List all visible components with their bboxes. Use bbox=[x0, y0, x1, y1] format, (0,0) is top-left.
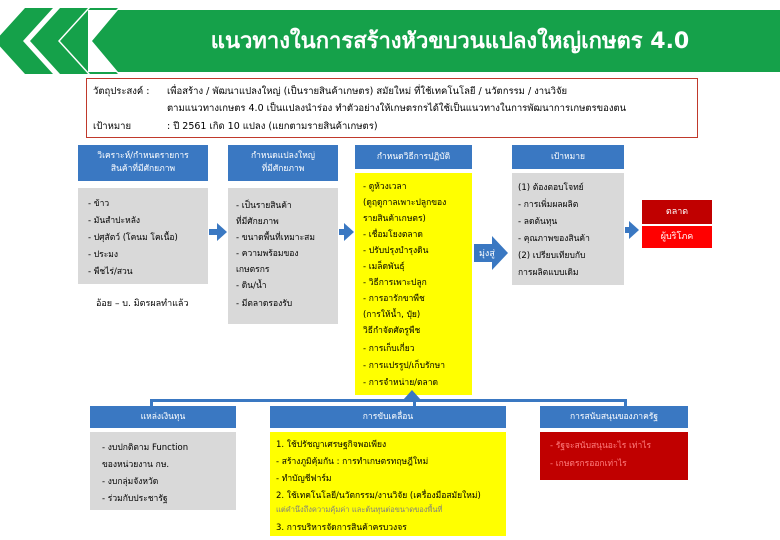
analysis-body bbox=[78, 188, 208, 284]
funding-body bbox=[90, 432, 236, 510]
drive-header bbox=[270, 406, 506, 428]
list-item: - ปศุสัตว์ (โคนม โคเนื้อ) bbox=[88, 233, 178, 243]
list-item: - มันสำปะหลัง bbox=[88, 216, 141, 226]
practice-body bbox=[355, 173, 472, 395]
list-item: - การอารักขาพืช bbox=[363, 294, 425, 304]
practice-header bbox=[355, 145, 472, 169]
list-item: 2. ใช้เทคโนโลยี/นวัตกรรม/งานวิจัย (เครื่องมือสมัยใหม่) bbox=[276, 491, 481, 501]
list-item: - เป็นรายสินค้า bbox=[236, 201, 292, 211]
goal-body bbox=[512, 173, 624, 285]
page-title: แนวทางในการสร้างหัวขบวนแปลงใหญ่เกษตร 4.0 bbox=[210, 29, 690, 54]
state-header-line1: การสนับสนุนของภาครัฐ bbox=[569, 411, 659, 422]
list-item: - การเก็บเกี่ยว bbox=[363, 344, 415, 354]
list-item: - ปรับปรุงบำรุงดิน bbox=[363, 246, 429, 256]
list-item: - ดิน/น้ำ bbox=[236, 281, 267, 291]
list-item: ของหน่วยงาน กษ. bbox=[102, 460, 170, 470]
list-item: - สร้างภูมิคุ้มกัน : การทำเกษตรทฤษฎีใหม่ bbox=[276, 457, 429, 467]
list-item: - ข้าว bbox=[88, 199, 110, 209]
list-item: - เกษตรกรออกเท่าไร bbox=[550, 459, 627, 469]
goal-header-line1: เป้าหมาย bbox=[550, 151, 586, 162]
list-item: (2) เปรียบเทียบกับ bbox=[518, 251, 586, 261]
list-item: - เมล็ดพันธุ์ bbox=[363, 262, 405, 272]
list-item: (1) ต้องตอบโจทย์ bbox=[518, 183, 584, 193]
target-text: : ปี 2561 เกิด 10 แปลง (แยกตามรายสินค้าเกษตร) bbox=[167, 121, 378, 132]
title-band-notch bbox=[88, 10, 128, 72]
analysis-header-line1: วิเคราะห์/กำหนดรายการ bbox=[97, 151, 189, 161]
objective-line1: เพื่อสร้าง / พัฒนาแปลงใหญ่ (เป็นรายสินค้าเกษตร) สมัยใหม่ ที่ใช้เทคโนโลยี / นวัตกรรม / งานวิจัย bbox=[167, 86, 568, 97]
list-item: - ประมง bbox=[88, 250, 119, 260]
list-item: - ทำบัญชีฟาร์ม bbox=[276, 474, 332, 484]
list-item: รายสินค้าเกษตร) bbox=[363, 214, 426, 224]
list-item: - การจำหน่าย/ตลาด bbox=[363, 378, 439, 388]
plots-header-line1: กำหนดแปลงใหญ่ bbox=[250, 151, 316, 161]
list-item: (ดูฤดูกาลเพาะปลูกของ bbox=[363, 198, 447, 208]
bottom-connector-line bbox=[150, 399, 626, 402]
drive-header-line1: การขับเคลื่อน bbox=[362, 411, 414, 422]
plots-header-line2: ที่มีศักยภาพ bbox=[261, 164, 305, 174]
list-item: - ดูห้วงเวลา bbox=[363, 182, 407, 192]
list-item: 3. การบริหารจัดการสินค้าครบวงจร bbox=[276, 523, 407, 533]
list-item: - การแปรรูป/เก็บรักษา bbox=[363, 361, 446, 371]
list-item: - เชื่อมโยงตลาด bbox=[363, 230, 423, 240]
list-item: วิธีกำจัดศัตรูพืช bbox=[363, 326, 421, 336]
list-item: - ความพร้อมของ bbox=[236, 249, 299, 259]
consumer-box: ผู้บริโภค bbox=[642, 226, 712, 248]
list-item: - รัฐจะสนับสนุนอะไร เท่าไร bbox=[550, 441, 652, 451]
list-item: - พืชไร่/สวน bbox=[88, 267, 133, 277]
list-item: - ลดต้นทุน bbox=[518, 217, 558, 227]
funding-header bbox=[90, 406, 236, 428]
analysis-note: อ้อย – บ. มิตรผลทำแล้ว bbox=[96, 299, 189, 309]
list-item: - มีตลาดรองรับ bbox=[236, 299, 293, 309]
analysis-header bbox=[78, 145, 208, 181]
list-item: (การให้น้ำ, ปุ๋ย) bbox=[363, 310, 421, 320]
objective-label: วัตถุประสงค์ : bbox=[93, 86, 150, 97]
list-item: - การเพิ่มผลผลิต bbox=[518, 200, 579, 210]
arrow-right-icon bbox=[217, 223, 227, 241]
plots-body bbox=[228, 188, 338, 324]
list-item: การผลิตแบบเดิม bbox=[518, 268, 579, 278]
list-item: 1. ใช้ปรัชญาเศรษฐกิจพอเพียง bbox=[276, 440, 387, 450]
list-item: - คุณภาพของสินค้า bbox=[518, 234, 590, 244]
list-item: ที่มีศักยภาพ bbox=[236, 217, 279, 227]
goal-header bbox=[512, 145, 624, 169]
funding-header-line1: แหล่งเงินทุน bbox=[140, 411, 186, 422]
plots-header bbox=[228, 145, 338, 181]
list-item: - งบปกติตาม Function bbox=[102, 443, 189, 453]
arrow-right-icon bbox=[629, 221, 639, 239]
toward-label: มุ่งสู่ bbox=[479, 249, 495, 259]
objective-line2: ตามแนวทางเกษตร 4.0 เป็นแปลงนำร่อง ทำตัวอย่างให้เกษตรกรได้ใช้เป็นแนวทางในการพัฒนาการเกษตรของตน bbox=[167, 103, 627, 114]
arrow-right-icon bbox=[344, 223, 354, 241]
list-item: แต่คำนึงถึงความคุ้มค่า และต้นทุนต่อขนาดของพื้นที่ bbox=[276, 505, 443, 514]
market-box: ตลาด bbox=[642, 200, 712, 224]
practice-header-line1: กำหนดวิธีการปฏิบัติ bbox=[376, 151, 451, 162]
state-body bbox=[540, 432, 688, 480]
target-label: เป้าหมาย bbox=[93, 121, 132, 132]
state-header bbox=[540, 406, 688, 428]
list-item: - ร่วมกับประชารัฐ bbox=[102, 494, 168, 504]
objective-box bbox=[86, 78, 698, 138]
analysis-header-line2: สินค้าที่มีศักยภาพ bbox=[110, 164, 176, 174]
arrow-up-icon bbox=[403, 390, 421, 400]
drive-body bbox=[270, 432, 506, 536]
list-item: - ขนาดพื้นที่เหมาะสม bbox=[236, 233, 315, 243]
list-item: - งบกลุ่มจังหวัด bbox=[102, 477, 159, 487]
list-item: - วิธีการเพาะปลูก bbox=[363, 278, 427, 288]
list-item: เกษตรกร bbox=[236, 265, 270, 275]
